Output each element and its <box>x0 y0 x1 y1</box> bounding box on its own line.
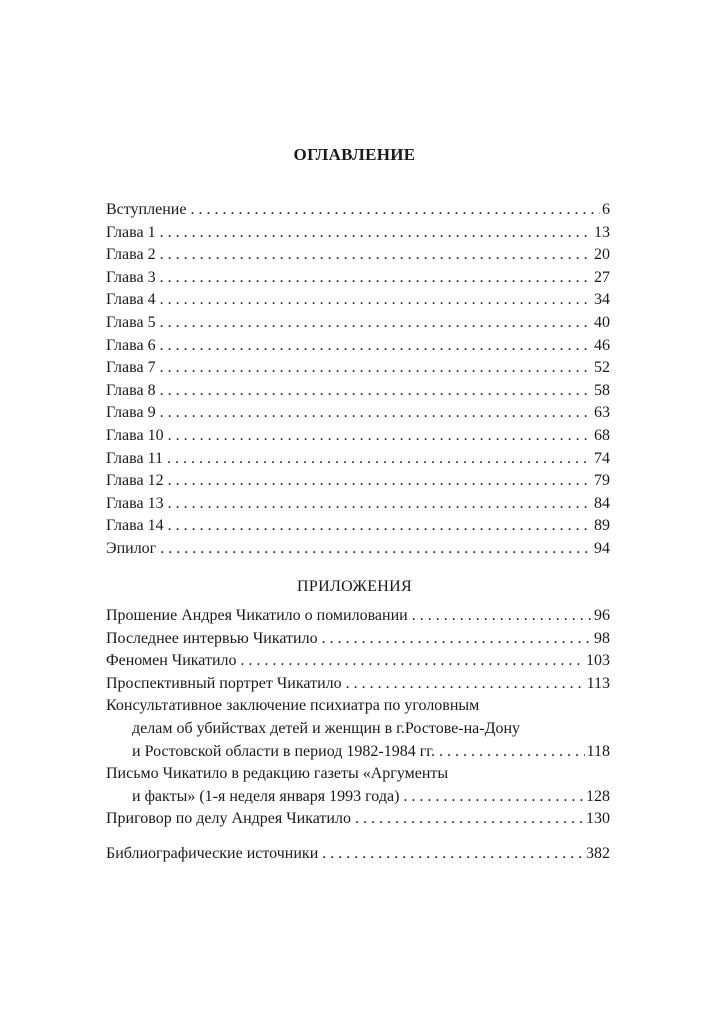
toc-entry-line: Консультативное заключение психиатра по уголовным <box>106 697 480 715</box>
toc-entry-label: Эпилог <box>106 539 157 557</box>
toc-entry-page: 40 <box>594 313 610 331</box>
toc-entry-label: Глава 11 <box>106 449 163 467</box>
toc-entry-page: 46 <box>594 336 610 354</box>
appendix-entry-verdict[interactable] <box>106 808 610 831</box>
toc-entry-chapter-1[interactable] <box>106 222 610 245</box>
leader-dots <box>156 335 592 358</box>
toc-entry-chapter-6[interactable] <box>106 335 610 358</box>
toc-entry-line: и факты» (1-я неделя января 1993 года) <box>132 787 400 805</box>
toc-entry-page: 68 <box>594 426 610 444</box>
leader-dots <box>399 786 584 809</box>
toc-entry-page: 74 <box>594 449 610 467</box>
leader-dots <box>186 199 600 222</box>
leader-dots <box>164 515 592 538</box>
appendix-entry-portrait[interactable] <box>106 673 610 696</box>
leader-dots <box>156 244 592 267</box>
toc-entry-label: Глава 8 <box>106 381 156 399</box>
toc-entry-bibliography[interactable] <box>106 843 610 866</box>
leader-dots <box>156 222 592 245</box>
leader-dots <box>351 808 584 831</box>
toc-entry-chapter-8[interactable] <box>106 380 610 403</box>
leader-dots <box>318 628 592 651</box>
leader-dots <box>156 267 592 290</box>
page-title: ОГЛАВЛЕНИЕ <box>293 145 416 164</box>
toc-entry-chapter-12[interactable] <box>106 470 610 493</box>
appendix-entry-interview[interactable] <box>106 628 610 651</box>
leader-dots <box>156 357 592 380</box>
toc-entry-chapter-5[interactable] <box>106 312 610 335</box>
appendix-heading: ПРИЛОЖЕНИЯ <box>297 578 412 595</box>
toc-entry-label: Глава 7 <box>106 359 156 377</box>
toc-entry-page: 52 <box>594 359 610 377</box>
toc-entry-label: Глава 3 <box>106 268 156 286</box>
toc-entry-page: 96 <box>594 607 610 624</box>
leader-dots <box>342 673 585 696</box>
toc-entry-line: Письмо Чикатило в редакцию газеты «Аргументы <box>106 765 449 783</box>
leader-dots <box>164 470 592 493</box>
appendix-entry-petition[interactable] <box>106 605 610 628</box>
toc-entry-intro[interactable] <box>106 199 610 222</box>
toc-entry-label: Глава 5 <box>106 313 156 331</box>
toc-entry-page: 63 <box>594 404 610 422</box>
toc-entry-label: Глава 1 <box>106 223 156 241</box>
leader-dots <box>156 538 592 561</box>
leader-dots <box>237 650 584 673</box>
toc-entry-label: Глава 13 <box>106 494 164 512</box>
leader-dots <box>164 425 592 448</box>
toc-entry-chapter-13[interactable] <box>106 493 610 516</box>
toc-entry-label: Глава 9 <box>106 404 156 422</box>
toc-entry-page: 94 <box>594 539 610 557</box>
toc-entry-page: 84 <box>594 494 610 512</box>
toc-entry-page: 58 <box>594 381 610 399</box>
table-of-contents <box>106 199 610 561</box>
leader-dots <box>435 741 585 764</box>
toc-entry-label: Последнее интервью Чикатило <box>106 629 318 647</box>
toc-entry-page: 89 <box>594 517 610 535</box>
toc-entry-label: Глава 4 <box>106 291 156 309</box>
toc-entry-page: 118 <box>586 742 610 760</box>
leader-dots <box>156 312 592 335</box>
toc-entry-label: Глава 12 <box>106 472 164 490</box>
toc-entry-label: Приговор по делу Андрея Чикатило <box>106 810 351 828</box>
toc-entry-epilogue[interactable] <box>106 538 610 561</box>
toc-entry-label: Проспективный портрет Чикатило <box>106 674 342 692</box>
toc-entry-page: 34 <box>594 291 610 309</box>
leader-dots <box>156 380 592 403</box>
toc-entry-chapter-7[interactable] <box>106 357 610 380</box>
toc-entry-page: 27 <box>594 268 610 286</box>
toc-entry-label: Вступление <box>106 201 187 218</box>
bibliography-list <box>106 843 610 866</box>
leader-dots <box>163 448 592 471</box>
leader-dots <box>408 605 592 628</box>
appendix-entry-phenomenon[interactable] <box>106 650 610 673</box>
toc-entry-chapter-2[interactable] <box>106 244 610 267</box>
toc-entry-chapter-3[interactable] <box>106 267 610 290</box>
toc-entry-line: делам об убийствах детей и женщин в г.Ростове-на-Дону <box>132 719 521 737</box>
toc-entry-page: 20 <box>594 246 610 264</box>
toc-entry-page: 130 <box>586 810 610 828</box>
toc-entry-label: Глава 2 <box>106 246 156 264</box>
toc-entry-page: 103 <box>586 652 610 670</box>
toc-entry-page: 382 <box>586 845 610 862</box>
toc-entry-label: Прошение Андрея Чикатило о помиловании <box>106 607 408 624</box>
leader-dots <box>156 402 592 425</box>
toc-entry-chapter-4[interactable] <box>106 289 610 312</box>
toc-entry-page: 13 <box>594 223 610 241</box>
toc-entry-page: 98 <box>594 629 610 647</box>
appendix-list <box>106 605 610 831</box>
toc-entry-label: Глава 10 <box>106 426 164 444</box>
appendix-entry-letter[interactable] <box>106 763 610 808</box>
toc-entry-chapter-11[interactable] <box>106 448 610 471</box>
toc-entry-label: Библиографические источники <box>106 845 319 862</box>
toc-entry-page: 6 <box>602 201 610 218</box>
toc-entry-label: Глава 6 <box>106 336 156 354</box>
toc-entry-page: 113 <box>586 674 610 692</box>
toc-entry-chapter-10[interactable] <box>106 425 610 448</box>
toc-entry-label: Глава 14 <box>106 517 164 535</box>
toc-entry-page: 79 <box>594 472 610 490</box>
appendix-entry-psychiatrist-conclusion[interactable] <box>106 695 610 763</box>
toc-entry-chapter-9[interactable] <box>106 402 610 425</box>
toc-entry-page: 128 <box>586 787 610 805</box>
leader-dots <box>318 843 584 866</box>
toc-entry-label: Феномен Чикатило <box>106 652 237 670</box>
toc-entry-chapter-14[interactable] <box>106 515 610 538</box>
leader-dots <box>156 289 592 312</box>
toc-entry-line: и Ростовской области в период 1982-1984 гг. <box>132 742 436 760</box>
leader-dots <box>164 493 592 516</box>
